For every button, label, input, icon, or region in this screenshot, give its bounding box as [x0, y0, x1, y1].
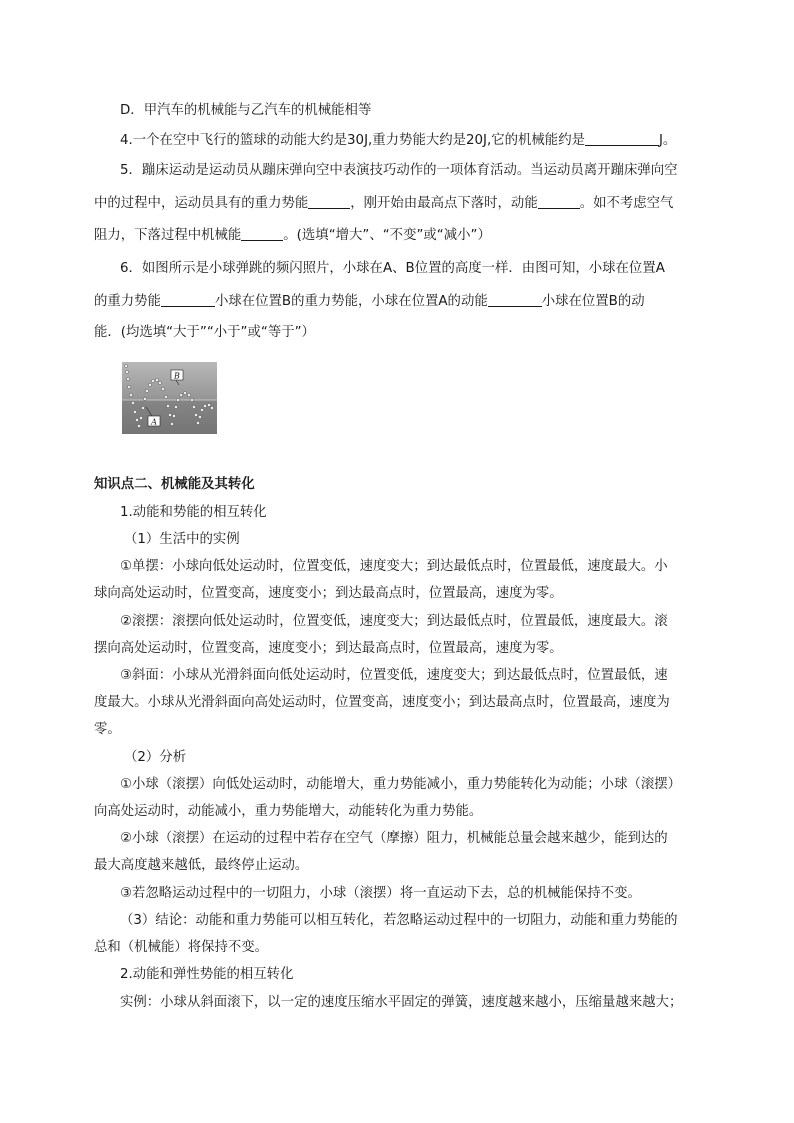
subsection-2-title: 2.动能和弹性势能的相互转化 [120, 967, 294, 982]
fenxi1-line-2: 向高处运动时，动能减小，重力势能增大，动能转化为重力势能。 [94, 804, 483, 819]
q6-blank-2[interactable] [488, 292, 542, 307]
part1-title: （1）生活中的实例 [124, 532, 240, 547]
fenxi1-line-1: ①小球（滚摆）向低处运动时，动能增大，重力势能减小，重力势能转化为动能；小球（滚摆） [120, 777, 682, 792]
q6-text-b: 小球在位置B的重力势能，小球在位置A的动能 [214, 294, 488, 309]
q5-text-a: 中的过程中，运动员具有的重力势能 [94, 196, 309, 211]
xiemian-line-2: 度最大。小球从光滑斜面向高处运动时，位置变高，速度变小；到达最高点时，位置最高，速度为 [94, 695, 670, 710]
q5-blank-2[interactable] [538, 194, 580, 209]
fenxi3-line: ③若忽略运动过程中的一切阻力，小球（滚摆）将一直运动下去，总的机械能保持不变。 [120, 886, 641, 901]
label-a: A [151, 417, 157, 427]
q4-unit: J。 [658, 133, 677, 148]
q5-text-d: 阻力，下落过程中机械能 [94, 228, 242, 243]
q5-line-3 [94, 226, 704, 246]
q4-text: 4.一个在空中飞行的篮球的动能大约是30J,重力势能大约是20J,它的机械能约是 [120, 133, 585, 148]
subsection-1-title: 1.动能和势能的相互转化 [120, 505, 267, 520]
q4-question [120, 131, 704, 151]
q3-option-d: D．甲汽车的机械能与乙汽车的机械能相等 [120, 103, 372, 118]
q5-blank-1[interactable] [308, 194, 350, 209]
gunbai-line-1: ②滚摆：滚摆向低处运动时，位置变低，速度变大；到达最低点时，位置最低，速度最大。滚 [120, 614, 668, 629]
xiemian-line-3: 零。 [94, 722, 121, 737]
jielun-line-2: 总和（机械能）将保持不变。 [94, 940, 269, 955]
q5-text-b: ，刚开始由最高点下落时，动能 [350, 196, 538, 211]
q6-text-c: 小球在位置B的动 [541, 294, 645, 309]
q4-answer-blank[interactable] [585, 131, 659, 146]
section2-heading: 知识点二、机械能及其转化 [94, 477, 255, 492]
shili-line: 实例：小球从斜面滚下，以一定的速度压缩水平固定的弹簧，速度越来越小，压缩量越来越大； [120, 995, 683, 1010]
fenxi2-line-1: ②小球（滚摆）在运动的过程中若存在空气（摩擦）阻力，机械能总量会越来越少，能到达的 [120, 831, 668, 846]
xiemian-line-1: ③斜面：小球从光滑斜面向低处运动时，位置变低，速度变大；到达最低点时，位置最低，速 [120, 668, 668, 683]
q6-text-a: 的重力势能 [94, 294, 161, 309]
danbai-line-2: 球向高处运动时，位置变高，速度变小；到达最高点时，位置最高，速度为零。 [94, 586, 563, 601]
q5-text-c: 。如不考虑空气 [579, 196, 674, 211]
bouncing-ball-photo [122, 362, 217, 434]
q6-blank-1[interactable] [161, 292, 215, 307]
part2-title: （2）分析 [124, 750, 187, 765]
q5-line-2 [94, 194, 704, 214]
gunbai-line-2: 摆向高处运动时，位置变高，速度变小；到达最高点时，位置最高，速度为零。 [94, 641, 563, 656]
danbai-line-1: ①单摆：小球向低处运动时，位置变低，速度变大；到达最低点时，位置最低，速度最大。小 [120, 559, 668, 574]
q5-text-e: 。(选填“增大”、“不变”或“减小”） [283, 228, 491, 243]
label-b: B [174, 371, 180, 381]
fenxi2-line-2: 最大高度越来越低，最终停止运动。 [94, 858, 309, 873]
q6-line-1: 6．如图所示是小球弹跳的频闪照片，小球在A、B位置的高度一样．由图可知，小球在位置A [120, 261, 665, 276]
q6-line-2 [94, 292, 704, 312]
q5-line-1: 5．蹦床运动是运动员从蹦床弹向空中表演技巧动作的一项体育活动。当运动员离开蹦床弹向空 [120, 163, 678, 178]
q6-line-3: 能．(均选填“大于”“小于”或“等于”） [94, 325, 315, 340]
q5-blank-3[interactable] [241, 226, 283, 241]
jielun-line-1: （3）结论：动能和重力势能可以相互转化，若忽略运动过程中的一切阻力，动能和重力势能的 [120, 913, 678, 928]
